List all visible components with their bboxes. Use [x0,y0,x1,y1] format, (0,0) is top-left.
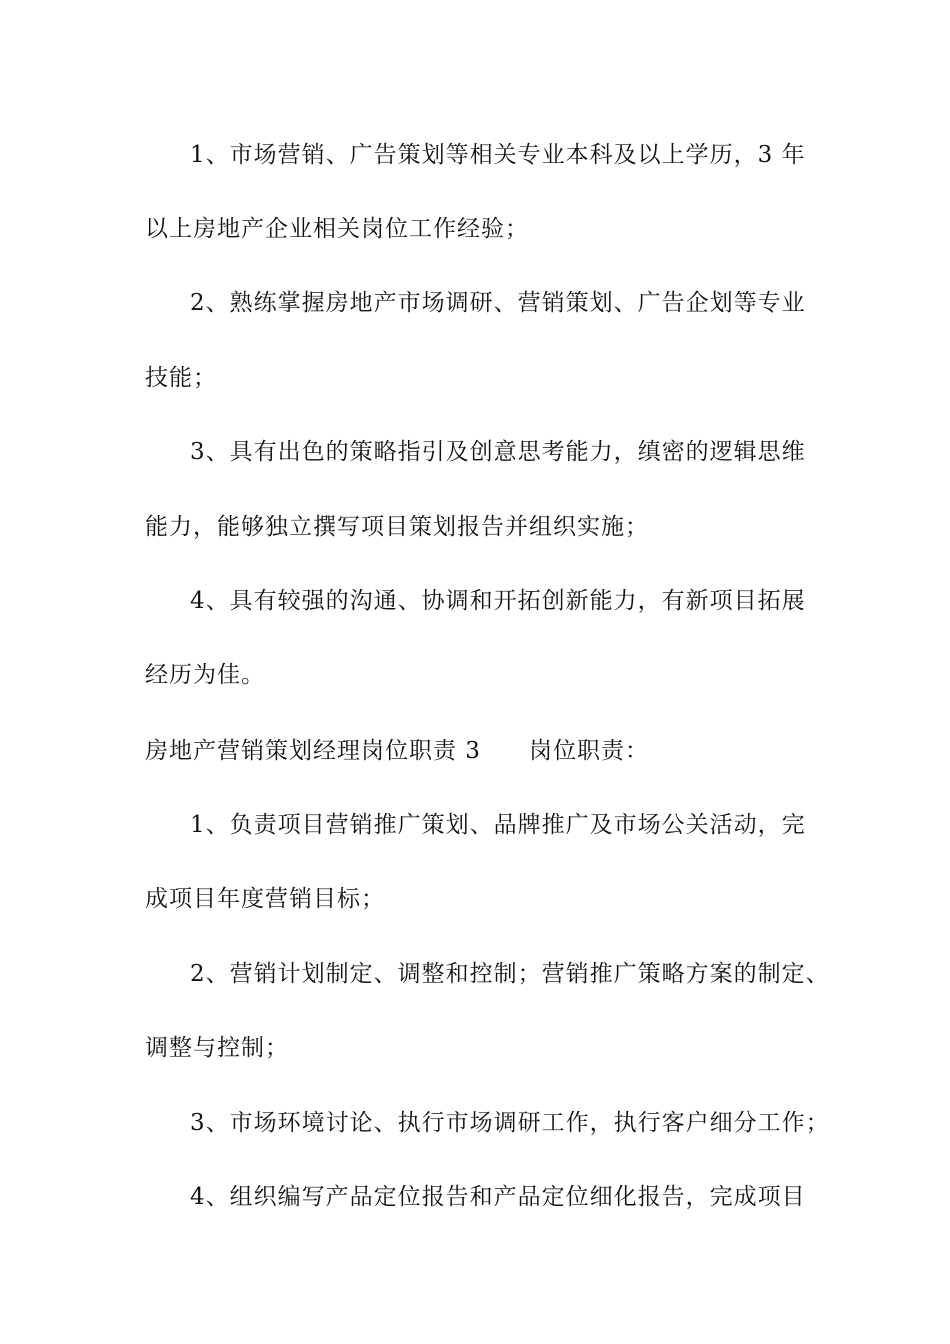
section-subtitle: 岗位职责： [528,738,649,764]
paragraph-line: 2、熟练掌握房地产市场调研、营销策划、广告企划等专业 [190,290,806,316]
paragraph-line: 经历为佳。 [145,662,265,688]
paragraph-line: 3、市场环境讨论、执行市场调研工作，执行客户细分工作； [190,1110,830,1136]
paragraph-line: 2、营销计划制定、调整和控制；营销推广策略方案的制定、 [190,961,830,987]
paragraph-line: 1、负责项目营销推广策划、品牌推广及市场公关活动，完 [190,812,806,838]
paragraph-line: 技能； [145,365,217,391]
paragraph-line: 能力，能够独立撰写项目策划报告并组织实施； [145,514,649,540]
paragraph-line: 1、市场营销、广告策划等相关专业本科及以上学历，3 年 [190,142,806,168]
paragraph-line: 成项目年度营销目标； [145,886,385,912]
paragraph-line: 4、组织编写产品定位报告和产品定位细化报告，完成项目 [190,1184,806,1210]
paragraph-line: 调整与控制； [145,1035,289,1061]
paragraph-line: 3、具有出色的策略指引及创意思考能力，缜密的逻辑思维 [190,439,806,465]
paragraph-line: 4、具有较强的沟通、协调和开拓创新能力，有新项目拓展 [190,588,806,614]
section-heading-line [145,736,825,766]
section-title: 房地产营销策划经理岗位职责 3 [145,738,481,764]
paragraph-line: 以上房地产企业相关岗位工作经验； [145,216,529,242]
